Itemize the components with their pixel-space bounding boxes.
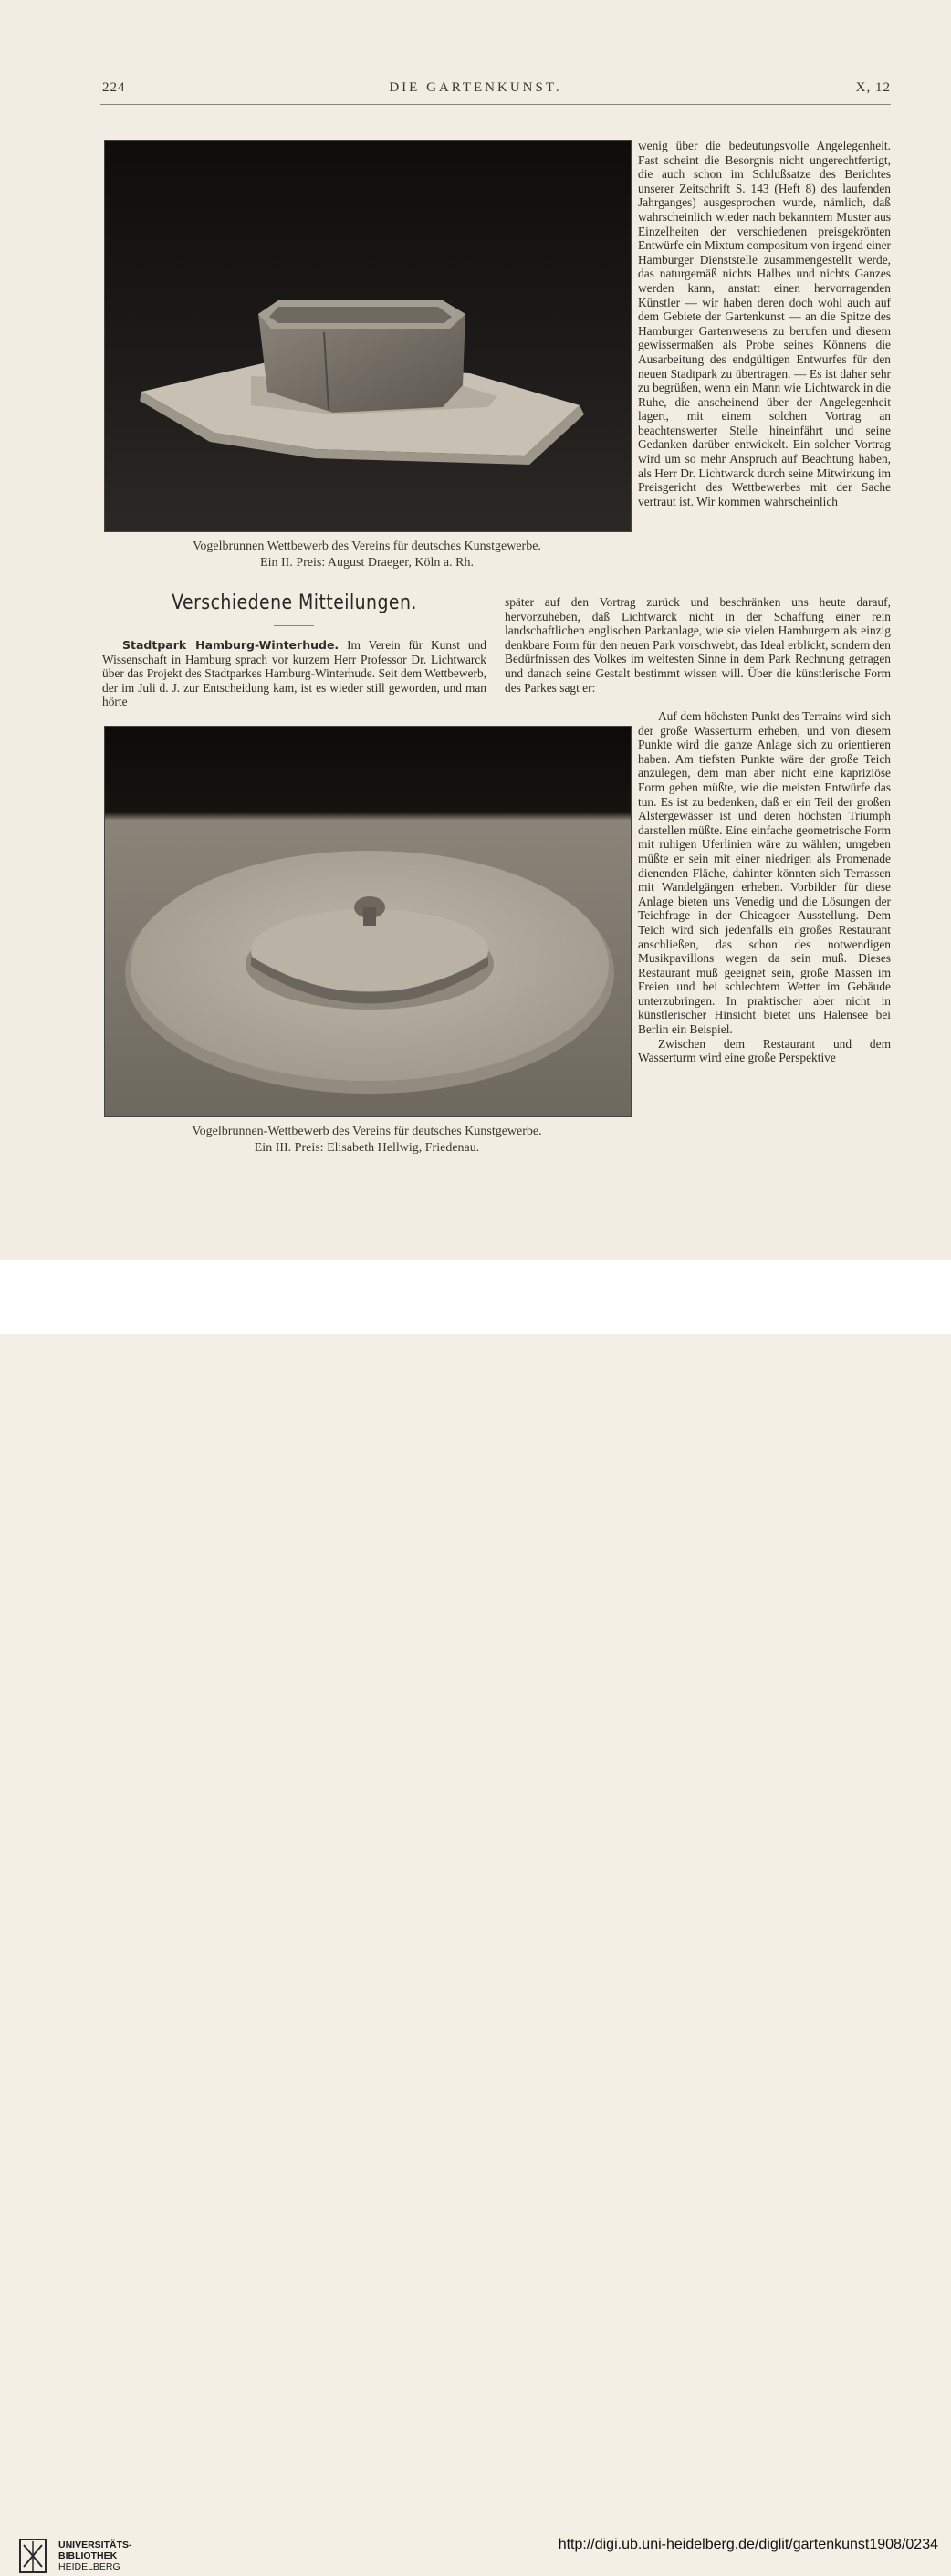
section-title: Verschiedene Mitteilungen. <box>172 592 417 614</box>
university-library-logo-icon <box>16 2536 49 2576</box>
quote-paragraph-2: Zwischen dem Restaurant und dem Wasserturm wird eine große Perspektive <box>638 1036 891 1065</box>
right-column-bottom <box>638 709 891 1065</box>
library-name-line3: HEIDELBERG <box>58 2561 120 2572</box>
figure-2-caption-line1: Vogelbrunnen-Wettbewerb des Vereins für deutsches Kunstgewerbe. <box>192 1125 542 1138</box>
library-name <box>58 2539 132 2572</box>
vogelbrunnen-square-image <box>105 141 631 531</box>
left-column-article <box>102 638 486 709</box>
issue-number: X, 12 <box>855 80 891 95</box>
running-head: DIE GARTENKUNST. <box>389 80 562 95</box>
scanned-page <box>0 0 951 1260</box>
page-number: 224 <box>102 80 126 95</box>
vogelbrunnen-round-image <box>105 727 631 1116</box>
section-rule <box>274 625 314 626</box>
library-name-line2: BIBLIOTHEK <box>58 2550 118 2561</box>
wide-paragraph <box>505 595 891 695</box>
article-body: Im Verein für Kunst und Wissenschaft in Hamburg sprach vor kurzem Herr Professor Dr. Lichtwarck über das Projekt des Stadtparkes Hamburg-Winterhude. Seit dem Wettbewerb, der im Juli d. J. zur Entscheidung kam, ist es wieder still geworden, und man hörte <box>102 638 486 709</box>
header-rule <box>100 104 891 105</box>
source-url-link[interactable]: http://digi.ub.uni-heidelberg.de/diglit/gartenkunst1908/0234 <box>558 2537 938 2552</box>
figure-1-caption-line2: Ein II. Preis: August Draeger, Köln a. Rh. <box>260 556 474 570</box>
right-column-top-text: wenig über die bedeutungsvolle Angelegenheit. Fast scheint die Besorgnis nicht ungerechtfertigt, die auch schon im Schlußsatze des Berichtes unserer Zeitschrift S. 143 (Heft 8) des laufenden Jahrganges) ausgesprochen wurde, nämlich, daß wahrscheinlich wieder nach bekanntem Muster aus Einzelheiten der verschiedenen preisgekrönten Entwürfe ein Mixtum compositum von irgend einer Hamburger Dienststelle zusammengestellt werde, das naturgemäß nichts Halbes und nichts Ganzes werden kann, anstatt einen hervorragenden Künstler — wir haben deren doch wohl auch auf dem Gebiete der Gartenkunst — an die Spitze des Hamburger Gartenwesens zu berufen und diesem gewissermaßen als Probe seines Könnens die Ausarbeitung des endgültigen Entwurfes für den neuen Stadtpark zu übertragen. — Es ist daher sehr zu begrüßen, wenn ein Mann wie Lichtwarck in die Ruhe, die anscheinend über der Angelegenheit lagert, mit einem solchen Vortrag an beachtenswerter Stelle hineinfährt und seine Gedanken darüber entwickelt. Ein solcher Vortrag wird um so mehr Anspruch auf Beachtung haben, als Herr Dr. Lichtwarck durch seine Mitwirkung im Preisgericht des Wettbewerbes mit der Sache vertraut ist. Wir kommen wahrscheinlich <box>638 139 891 508</box>
library-name-line1: UNIVERSITÄTS- <box>58 2539 132 2550</box>
quote-paragraph-1: Auf dem höchsten Punkt des Terrains wird sich der große Wasserturm erheben, und von diesem Punkte wird die ganze Anlage sich zu orientieren haben. Am tiefsten Punkte wäre der große Teich anzulegen, dem man aber nicht eine kapriziöse Form geben müßte, wie die meisten Entwürfe das tun. Es ist zu bedenken, daß er ein Teil der großen Alstergewässer ist und deren höchsten Triumph darstellen müßte. Eine einfache geometrische Form mit ruhigen Uferlinien wäre zu wählen; umgeben müßte er sein mit einer niedrigen als Promenade dienenden Fläche, dahinter könnten sich Terrassen mit Wandelgängen erheben. Vorbilder für diese Anlage bieten uns Venedig und die Lösungen der Teichfrage in der Chicagoer Ausstellung. Dem Teich wird sich jedenfalls ein großes Restaurant anschließen, das schon des notwendigen Musikpavillons wegen da sein muß. Dieses Restaurant muß geeignet sein, große Massen im Freien und bei schlechtem Wetter im Gebäude unterzubringen. In praktischer aber nicht in künstlerischer Hinsicht bietet uns Halensee bei Berlin ein Beispiel. <box>638 709 891 1037</box>
viewer-footer <box>0 1260 951 2572</box>
figure-1-photo <box>104 140 632 532</box>
wide-paragraph-text: später auf den Vortrag zurück und beschränken uns heute darauf, hervorzuheben, daß Lichtwarck nicht in der Schaffung einer rein landschaftlichen englischen Parkanlage, wie sie vielen Hamburgern als einzig denkbare Form für den neuen Park vorschwebt, das Ideal erblickt, sondern den Bedürfnissen des Volkes im weitesten Sinne in dem Park Rechnung getragen und danach seine Gestalt bestimmt wissen will. Über die künstlerische Form des Parkes sagt er: <box>505 595 891 695</box>
figure-2-photo <box>104 726 632 1117</box>
right-column-top <box>638 139 891 508</box>
figure-2-caption-line2: Ein III. Preis: Elisabeth Hellwig, Friedenau. <box>254 1141 480 1155</box>
figure-2-caption <box>104 1124 630 1157</box>
figure-1-caption-line1: Vogelbrunnen Wettbewerb des Vereins für deutsches Kunstgewerbe. <box>193 539 541 553</box>
figure-1-caption <box>104 539 630 571</box>
article-paragraph <box>102 638 486 709</box>
article-runin-heading: Stadtpark Hamburg-Winterhude. <box>122 638 340 652</box>
